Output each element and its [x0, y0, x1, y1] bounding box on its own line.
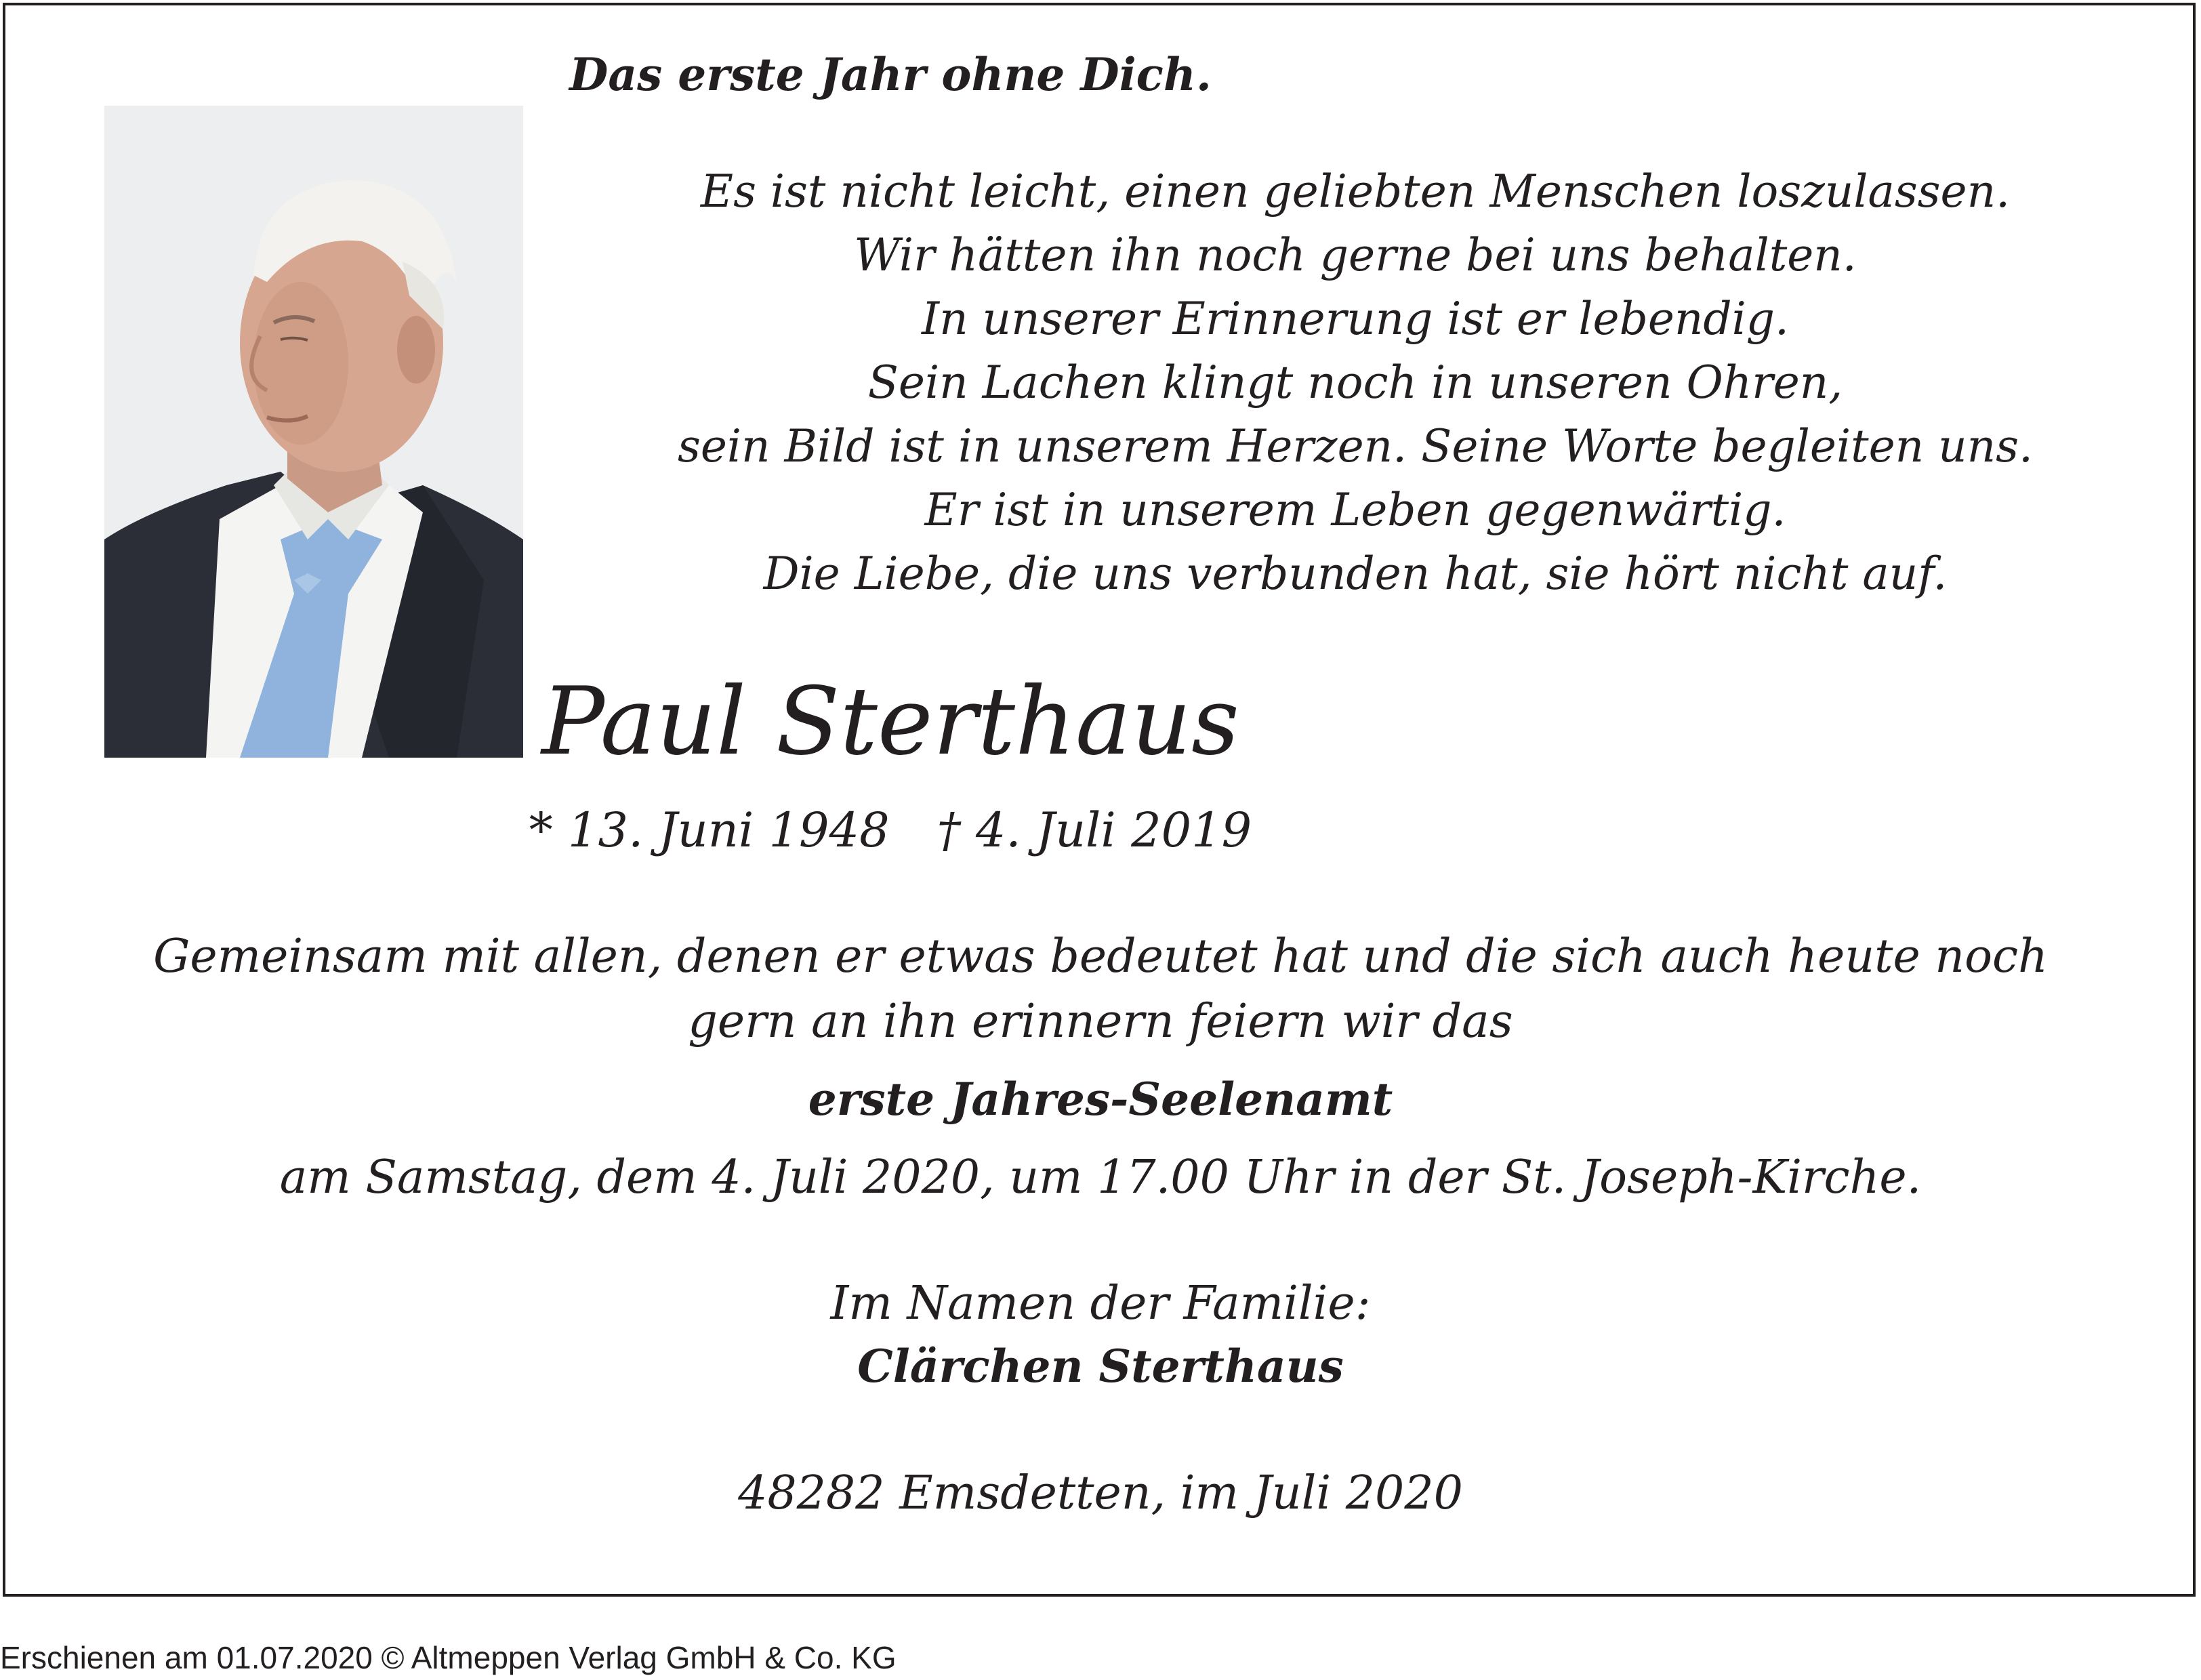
family-name: Clärchen Sterthaus: [857, 1340, 1344, 1393]
family-label: Im Namen der Familie:: [830, 1277, 1371, 1330]
death-date: † 4. Juli 2019: [937, 802, 1252, 858]
birth-date: * 13. Juni 1948: [529, 802, 890, 858]
publication-footer: Erschienen am 01.07.2020 © Altmeppen Verlag GmbH & Co. KG: [0, 1640, 897, 1675]
poem-line: sein Bild ist in unserem Herzen. Seine Worte begleiten uns.: [677, 420, 2033, 472]
life-dates: [0, 800, 2201, 861]
poem-line: Die Liebe, die uns verbunden hat, sie hört nicht auf.: [763, 548, 1948, 600]
event-title: erste Jahres-Seelenamt: [808, 1073, 1393, 1126]
invitation-line: Gemeinsam mit allen, denen er etwas bedeutet hat und die sich auch heute noch: [153, 930, 2048, 983]
invitation-text: [0, 924, 2201, 1054]
notice-heading: Das erste Jahr ohne Dich.: [569, 48, 1212, 101]
poem-line: Wir hätten ihn noch gerne bei uns behalten.: [854, 229, 1857, 281]
poem-line: Es ist nicht leicht, einen geliebten Menschen loszulassen.: [700, 165, 2011, 218]
place-date: 48282 Emsdetten, im Juli 2020: [738, 1467, 1463, 1520]
event-details: am Samstag, dem 4. Juli 2020, um 17.00 Uhr in der St. Joseph-Kirche.: [279, 1151, 1922, 1204]
poem-line: Sein Lachen klingt noch in unseren Ohren,: [867, 356, 1843, 409]
poem-line: Er ist in unserem Leben gegenwärtig.: [924, 484, 1786, 536]
portrait-photo: [104, 106, 523, 758]
poem-line: In unserer Erinnerung ist er lebendig.: [922, 293, 1789, 345]
invitation-line: gern an ihn erinnern feiern wir das: [688, 995, 1513, 1048]
poem: [610, 160, 2101, 606]
deceased-name: Paul Sterthaus: [541, 667, 1239, 776]
